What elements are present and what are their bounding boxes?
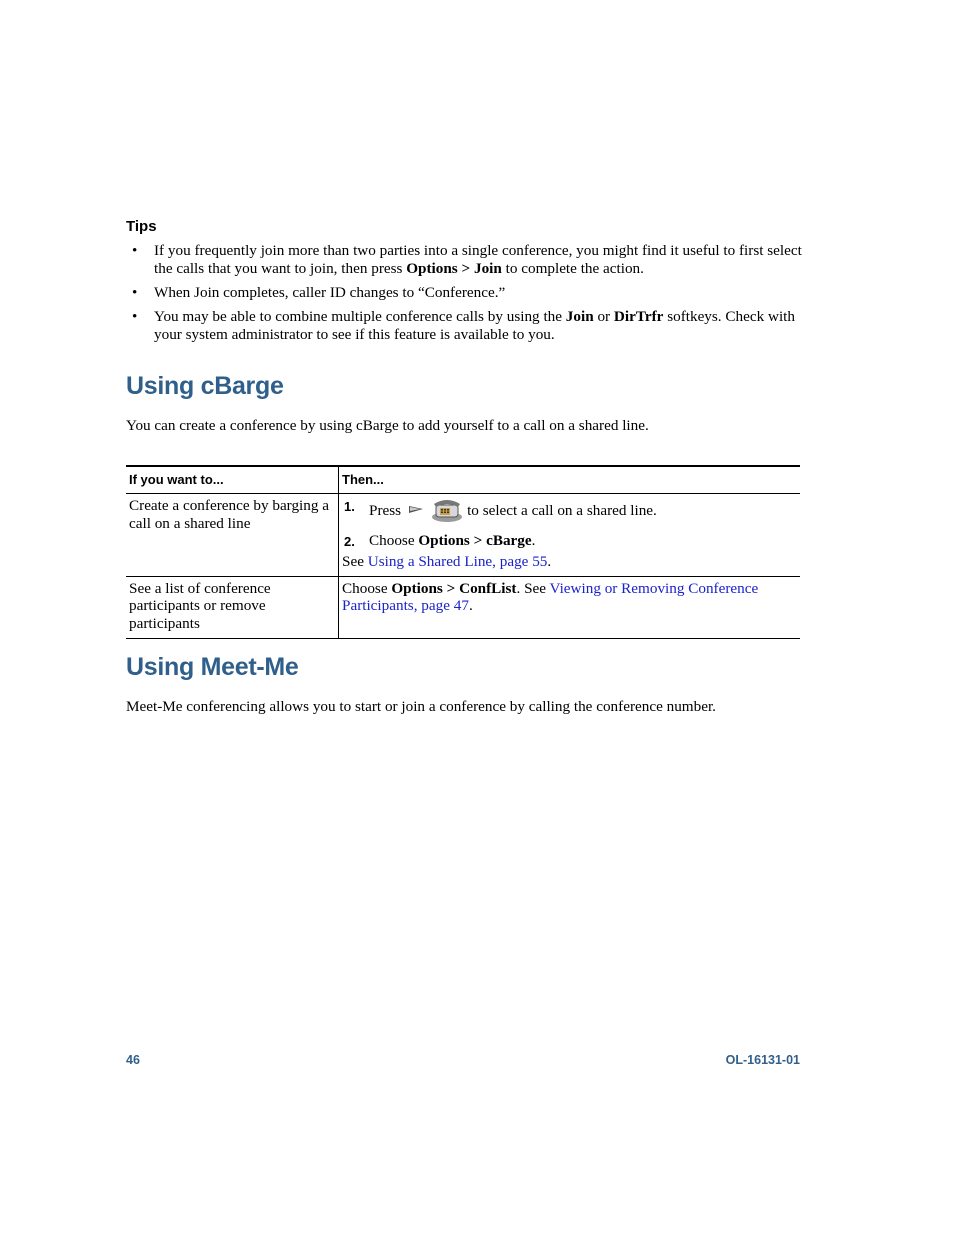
- list-item: • You may be able to combine multiple conference calls by using the Join or DirTrfr softkeys. Check with your system administrator to see if this feature is available to you.: [132, 308, 795, 343]
- section-title-cbarge: Using cBarge: [126, 372, 284, 400]
- list-item: • When Join completes, caller ID changes to “Conference.”: [132, 284, 506, 301]
- cbarge-intro: You can create a conference by using cBarge to add yourself to a call on a shared line.: [126, 417, 649, 434]
- table-header-want: If you want to...: [126, 466, 339, 494]
- table-header-then: Then...: [339, 466, 801, 494]
- shared-line-link[interactable]: Using a Shared Line, page 55: [367, 553, 548, 571]
- list-item: • If you frequently join more than two parties into a single conference, you might find it useful to first select the calls that you want to join, then press Options > Join to complete the action.: [132, 242, 802, 277]
- bullet-icon: •: [132, 308, 138, 325]
- step-2: 2. Choose Options > cBarge.: [344, 531, 536, 549]
- phone-icon: [432, 500, 462, 522]
- bullet-icon: •: [132, 284, 138, 301]
- arrow-right-icon: [407, 497, 463, 523]
- conference-participants-link[interactable]: Viewing or Removing Conference Participants, page 47: [342, 579, 759, 615]
- table-row: [126, 576, 800, 638]
- bullet-icon: •: [132, 242, 138, 259]
- meetme-intro: Meet-Me conferencing allows you to start or join a conference by calling the conference number.: [126, 698, 716, 715]
- tips-list: [126, 242, 802, 350]
- phone-softkey-icons: [407, 497, 463, 528]
- cbarge-table: [126, 465, 800, 639]
- tips-heading: Tips: [126, 218, 157, 235]
- step-1: 1. Press to select a call on a shared line.: [342, 497, 797, 528]
- table-row: [126, 494, 800, 577]
- see-reference: See Using a Shared Line, page 55.: [342, 553, 552, 571]
- page-number: 46: [126, 1053, 140, 1067]
- document-id: OL-16131-01: [725, 1053, 800, 1067]
- table-cell-want: See a list of conference participants or remove participants: [126, 576, 339, 638]
- table-header-row: [126, 466, 800, 494]
- table-cell-then: [339, 494, 801, 577]
- section-title-meetme: Using Meet-Me: [126, 653, 299, 681]
- table-cell-then: Choose Options > ConfList. See Viewing or Removing Conference Participants, page 47.: [339, 576, 801, 638]
- table-cell-want: Create a conference by barging a call on a shared line: [126, 494, 339, 577]
